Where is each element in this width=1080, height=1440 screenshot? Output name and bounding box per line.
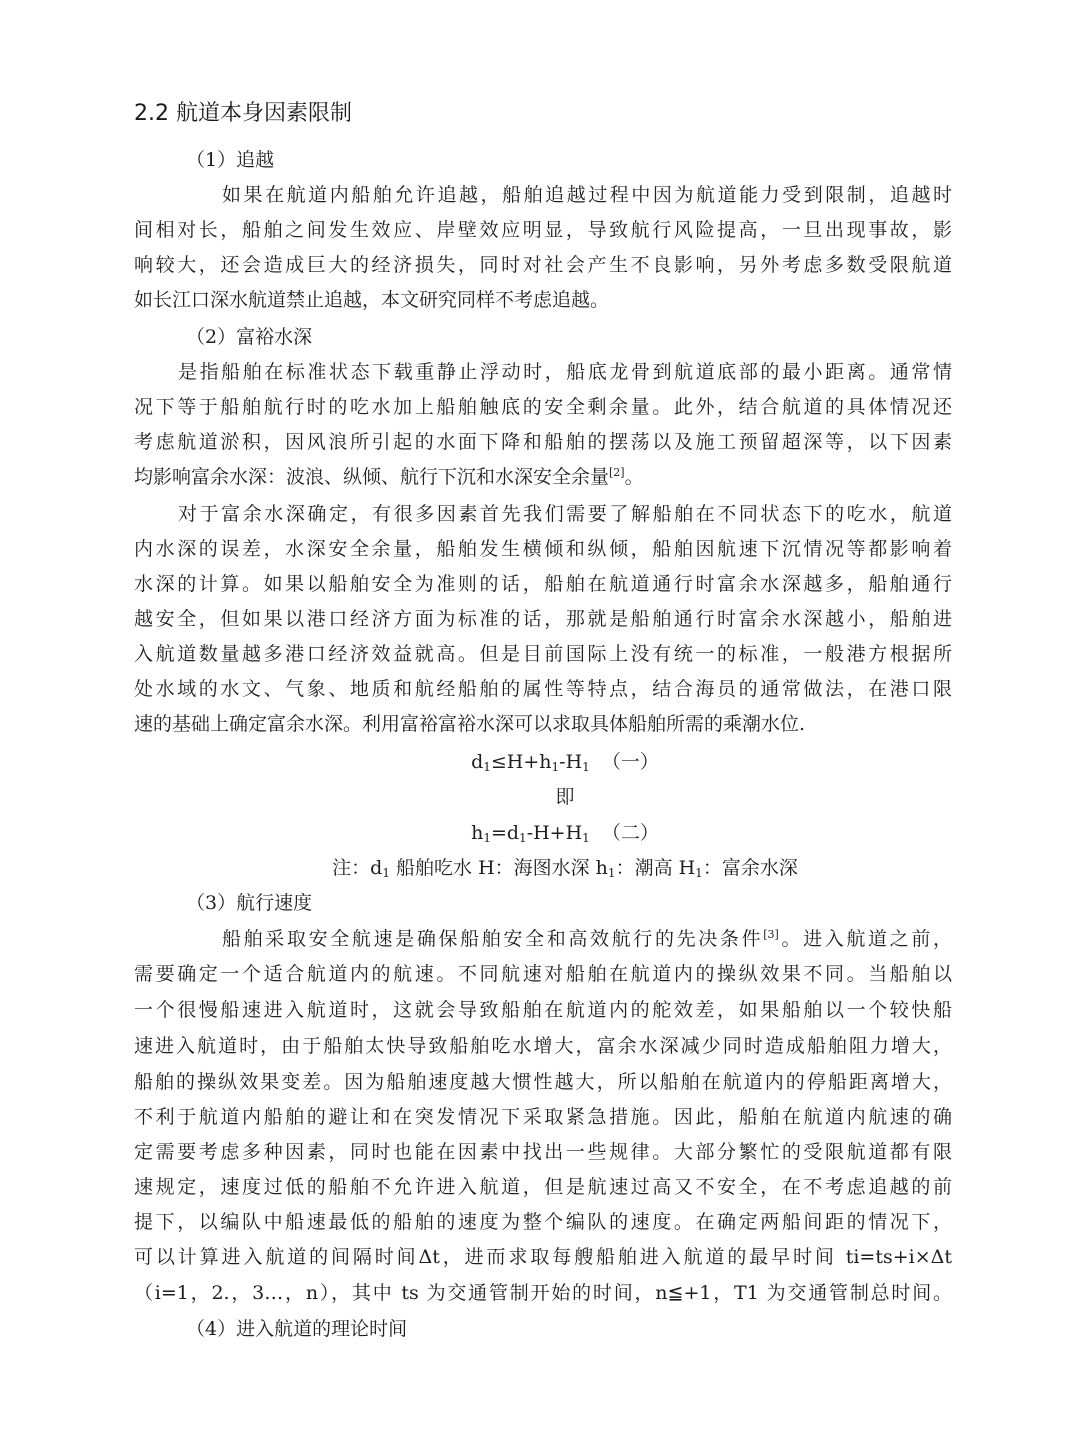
section-heading: 2.2 航道本身因素限制 xyxy=(134,101,352,126)
paragraph-line: 速进入航道时，由于船舶太快导致船舶吃水增大，富余水深减少同时造成船舶阻力增大， xyxy=(134,1035,952,1057)
paragraph-line: 况下等于船舶航行时的吃水加上船舶触底的安全剩余量。此外，结合航道的具体情况还 xyxy=(134,396,952,418)
paragraph-line: 对于富余水深确定，有很多因素首先我们需要了解船舶在不同状态下的吃水，航道 xyxy=(178,503,952,525)
formula-label: （二） xyxy=(601,822,659,844)
paragraph-line: 如果在航道内船舶允许追越，船舶追越过程中因为航道能力受到限制，追越时 xyxy=(222,184,952,206)
paragraph-line: （i=1，2.，3…，n），其中 ts 为交通管制开始的时间，n≦+1，T1 为交通管制总时间。 xyxy=(134,1282,952,1304)
paragraph-line: 处水域的水文、气象、地质和航经船舶的属性等特点，结合海员的通常做法，在港口限 xyxy=(134,678,952,700)
paragraph-line: 入航道数量越多港口经济效益就高。但是目前国际上没有统一的标准，一般港方根据所 xyxy=(134,643,952,665)
paragraph-line: 速的基础上确定富余水深。利用富裕富裕水深可以求取具体船舶所需的乘潮水位. xyxy=(134,713,806,735)
citation-ref: [3] xyxy=(763,928,779,941)
subsection-title-overtaking: （1）追越 xyxy=(186,149,275,171)
paragraph-line: 一个很慢船速进入航道时，这就会导致船舶在航道内的舵效差，如果船舶以一个较快船 xyxy=(134,999,952,1021)
paragraph-line: 船舶的操纵效果变差。因为船舶速度越大惯性越大，所以船舶在航道内的停船距离增大， xyxy=(134,1071,952,1093)
formula-two: $h_1=d_1-H+H_1$ （二） xyxy=(471,822,659,845)
citation-ref: [2] xyxy=(609,466,625,479)
formula-one: $d_1\le H+h_1-H_1$ （一） xyxy=(471,751,659,774)
paragraph-line: 是指船舶在标准状态下载重静止浮动时，船底龙骨到航道底部的最小距离。通常情 xyxy=(178,361,952,383)
subsection-title-speed: （3）航行速度 xyxy=(186,892,313,914)
paragraph-line: 不利于航道内船舶的避让和在突发情况下采取紧急措施。因此，船舶在航道内航速的确 xyxy=(134,1106,952,1128)
punctuation: 。 xyxy=(624,466,644,488)
subsection-title-theoretical-time: （4）进入航道的理论时间 xyxy=(186,1318,408,1340)
formula-note: 注：$d_1$ 船舶吃水 H：海图水深 $h_1$：潮高 $H_1$：富余水深 xyxy=(332,857,798,880)
formula-label: （一） xyxy=(601,751,659,773)
paragraph-line: 需要确定一个适合航道内的航速。不同航速对船舶在航道内的操纵效果不同。当船舶以 xyxy=(134,963,952,985)
subsection-title-underkeel: （2）富裕水深 xyxy=(186,326,313,348)
paragraph-line: 考虑航道淤积，因风浪所引起的水面下降和船舶的摆荡以及施工预留超深等，以下因素 xyxy=(134,431,952,453)
paragraph-line: 如长江口深水航道禁止追越，本文研究同样不考虑追越。 xyxy=(134,289,610,311)
paragraph-text: 均影响富余水深：波浪、纵倾、航行下沉和水深安全余量 xyxy=(134,466,610,488)
paragraph-line xyxy=(134,460,952,494)
paragraph-line: 越安全，但如果以港口经济方面为标准的话，那就是船舶通行时富余水深越小，船舶进 xyxy=(134,608,952,630)
paragraph-line: 定需要考虑多种因素，同时也能在因素中找出一些规律。大部分繁忙的受限航道都有限 xyxy=(134,1141,952,1163)
paragraph-line: 水深的计算。如果以船舶安全为准则的话，船舶在航道通行时富余水深越多，船舶通行 xyxy=(134,573,952,595)
paragraph-line: 船舶采取安全航速是确保船舶安全和高效航行的先决条件[3]。进入航道之前， xyxy=(222,928,952,950)
paragraph-line: 速规定，速度过低的船舶不允许进入航道，但是航速过高又不安全，在不考虑追越的前 xyxy=(134,1176,952,1198)
formula-connector: 即 xyxy=(555,786,575,808)
paragraph-line: 内水深的误差，水深安全余量，船舶发生横倾和纵倾，船舶因航速下沉情况等都影响着 xyxy=(134,538,952,560)
paragraph-line: 可以计算进入航道的间隔时间Δt，进而求取每艘船舶进入航道的最早时间 ti=ts+i×Δt xyxy=(134,1246,952,1268)
paragraph-line: 响较大，还会造成巨大的经济损失，同时对社会产生不良影响，另外考虑多数受限航道 xyxy=(134,254,952,276)
paragraph-line: 提下，以编队中船速最低的船舶的速度为整个编队的速度。在确定两船间距的情况下， xyxy=(134,1211,952,1233)
paragraph-line: 间相对长，船舶之间发生效应、岸壁效应明显，导致航行风险提高，一旦出现事故，影 xyxy=(134,219,952,241)
